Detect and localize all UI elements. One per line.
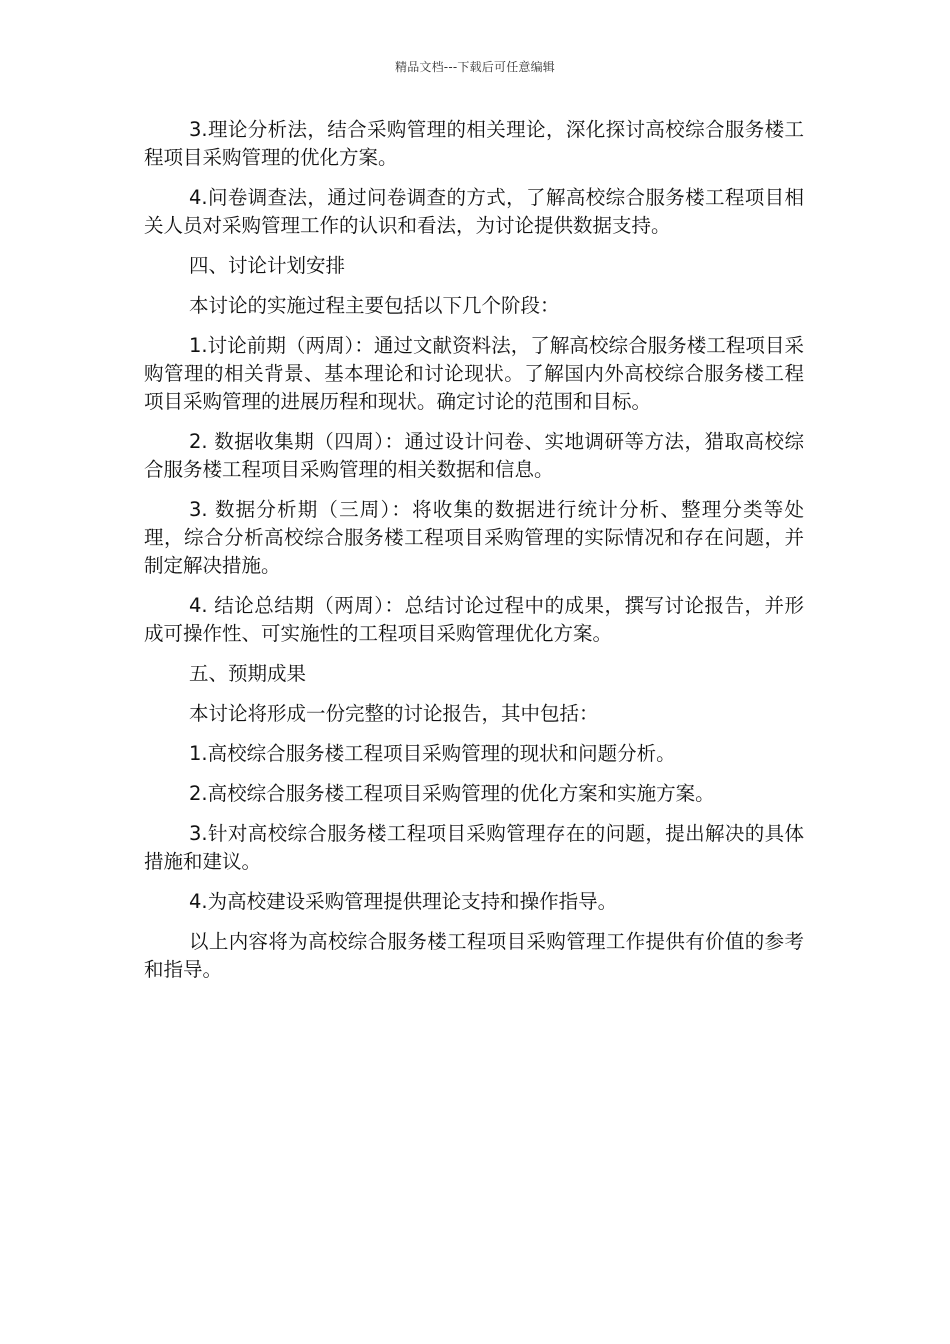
document-body xyxy=(144,116,804,996)
paragraph-plan-intro: 本讨论的实施过程主要包括以下几个阶段： xyxy=(189,294,560,317)
paragraph-phase-2: 2. 数据收集期（四周）：通过设计问卷、实地调研等方法，猎取高校综合服务楼工程项目采购管理的相关数据和信息。 xyxy=(144,430,804,481)
paragraph-phase-1: 1.讨论前期（两周）：通过文献资料法，了解高校综合服务楼工程项目采购管理的相关背景、基本理论和讨论现状。了解国内外高校综合服务楼工程项目采购管理的进展历程和现状。确定讨论的范围和目标。 xyxy=(144,334,804,413)
paragraph-result-1: 1.高校综合服务楼工程项目采购管理的现状和问题分析。 xyxy=(189,742,676,765)
paragraph-method-survey: 4.问卷调查法，通过问卷调查的方式，了解高校综合服务楼工程项目相关人员对采购管理工作的认识和看法，为讨论提供数据支持。 xyxy=(144,186,804,237)
paragraph-phase-4: 4. 结论总结期（两周）：总结讨论过程中的成果，撰写讨论报告，并形成可操作性、可实施性的工程项目采购管理优化方案。 xyxy=(144,594,804,645)
paragraph-method-theory: 3.理论分析法，结合采购管理的相关理论，深化探讨高校综合服务楼工程项目采购管理的优化方案。 xyxy=(144,118,804,169)
paragraph-result-4: 4.为高校建设采购管理提供理论支持和操作指导。 xyxy=(189,890,618,913)
paragraph-conclusion: 以上内容将为高校综合服务楼工程项目采购管理工作提供有价值的参考和指导。 xyxy=(144,930,804,981)
paragraph-result-2: 2.高校综合服务楼工程项目采购管理的优化方案和实施方案。 xyxy=(189,782,715,805)
section-heading-plan: 四、讨论计划安排 xyxy=(189,254,346,277)
paragraph-phase-3: 3. 数据分析期（三周）：将收集的数据进行统计分析、整理分类等处理，综合分析高校综合服务楼工程项目采购管理的实际情况和存在问题，并制定解决措施。 xyxy=(144,498,804,577)
page-header: 精品文档---下载后可任意编辑 xyxy=(395,60,555,74)
paragraph-results-intro: 本讨论将形成一份完整的讨论报告，其中包括： xyxy=(189,702,599,725)
paragraph-result-3: 3.针对高校综合服务楼工程项目采购管理存在的问题，提出解决的具体措施和建议。 xyxy=(144,822,804,873)
section-heading-results: 五、预期成果 xyxy=(189,662,307,685)
